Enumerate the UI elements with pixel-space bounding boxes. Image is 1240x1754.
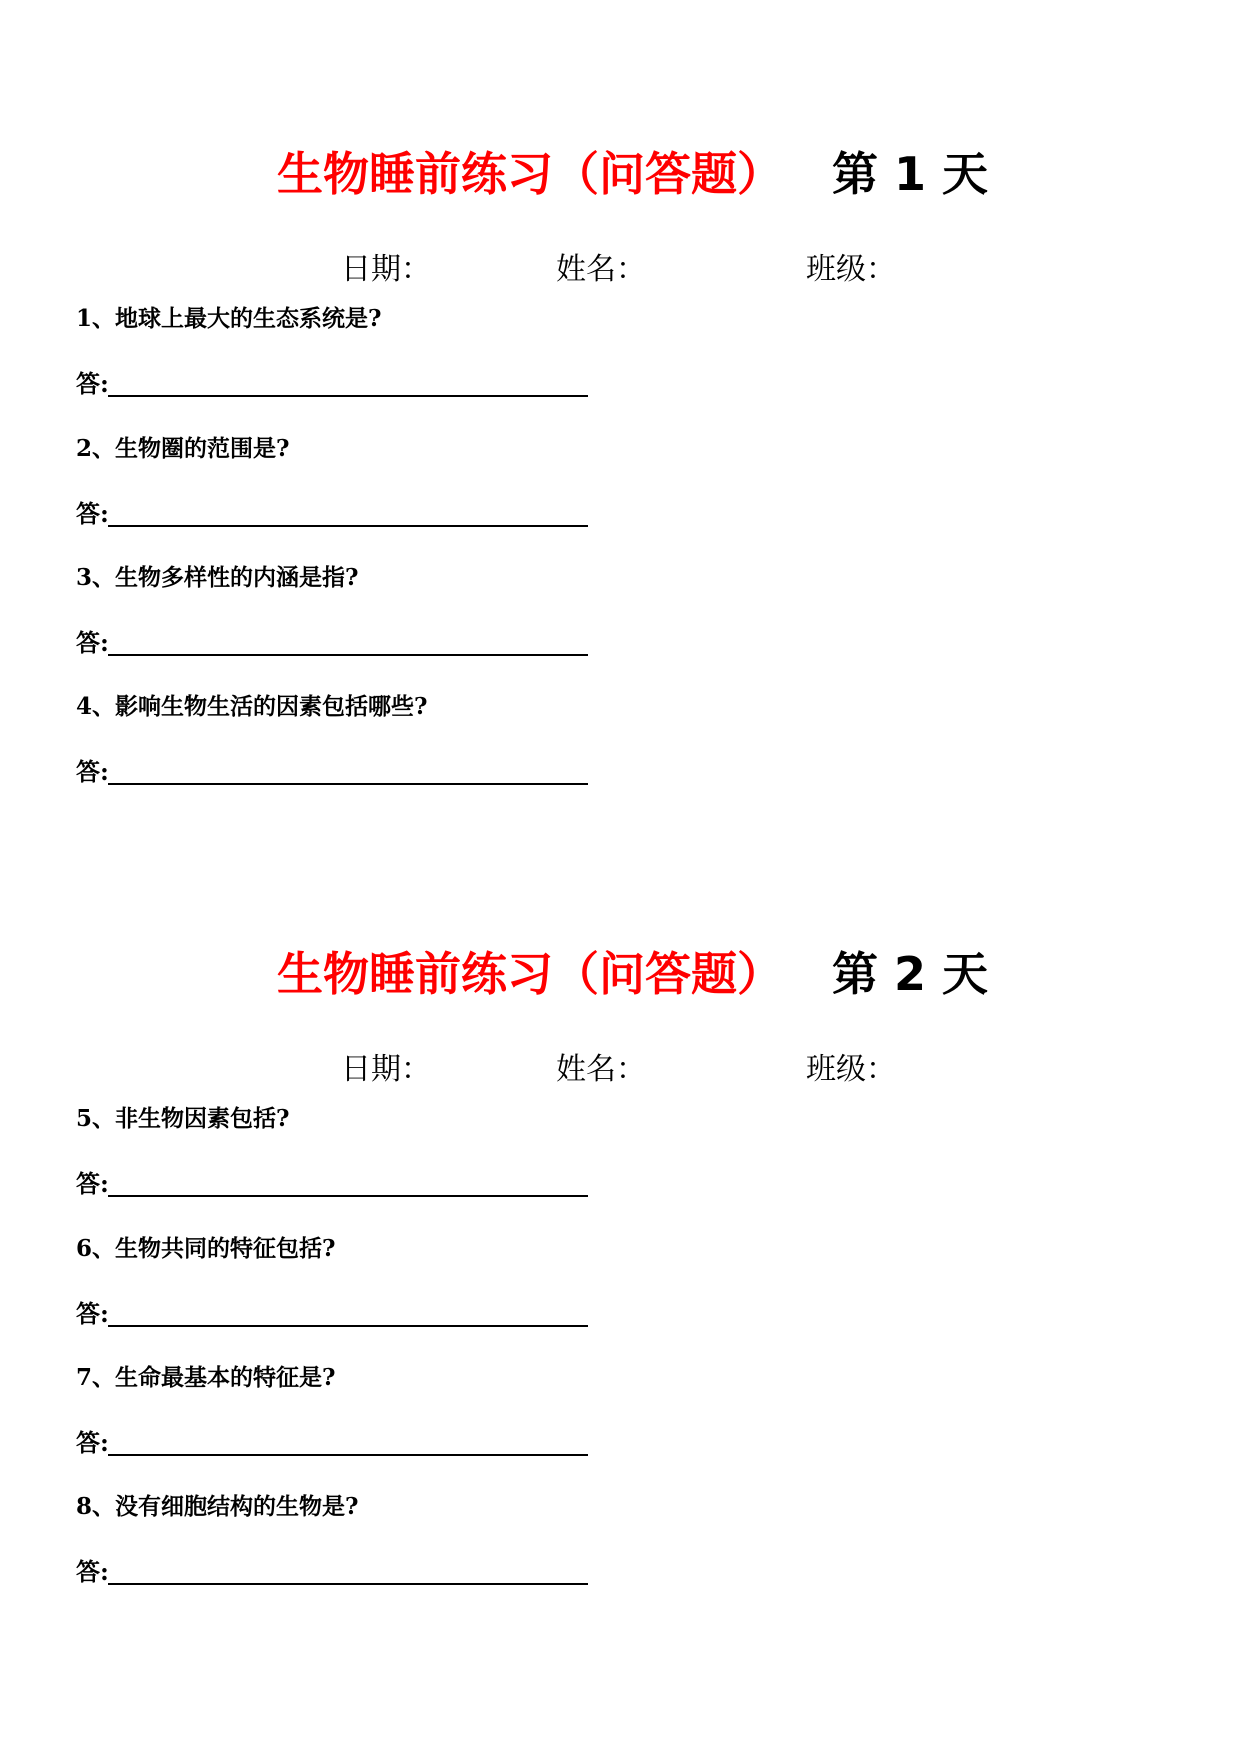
answer-line-2[interactable]: [108, 525, 588, 527]
answer-line-7[interactable]: [108, 1454, 588, 1456]
answer-line-8[interactable]: [108, 1583, 588, 1585]
answer-label-7: 答:: [76, 1428, 109, 1457]
question-6: 6、生物共同的特征包括?: [76, 1235, 336, 1262]
question-7: 7、生命最基本的特征是?: [76, 1364, 336, 1391]
name-label: 姓名：: [556, 252, 646, 287]
worksheet-title: [277, 944, 989, 1004]
answer-label-3: 答:: [76, 628, 109, 657]
date-label: 日期：: [341, 252, 431, 287]
title-text: 生物睡前练习（问答题）: [277, 147, 783, 201]
question-8: 8、没有细胞结构的生物是?: [76, 1493, 359, 1520]
name-label: 姓名：: [556, 1052, 646, 1087]
day-label: 第 1 天: [832, 147, 989, 201]
answer-line-6[interactable]: [108, 1325, 588, 1327]
question-1: 1、地球上最大的生态系统是?: [76, 305, 382, 332]
question-4: 4、影响生物生活的因素包括哪些?: [76, 693, 428, 720]
answer-label-2: 答:: [76, 499, 109, 528]
date-label: 日期：: [341, 1052, 431, 1087]
answer-label-8: 答:: [76, 1557, 109, 1586]
answer-label-6: 答:: [76, 1299, 109, 1328]
answer-line-5[interactable]: [108, 1195, 588, 1197]
answer-label-4: 答:: [76, 757, 109, 786]
answer-line-4[interactable]: [108, 783, 588, 785]
title-text: 生物睡前练习（问答题）: [277, 947, 783, 1001]
answer-label-5: 答:: [76, 1169, 109, 1198]
class-label: 班级：: [806, 252, 896, 287]
question-3: 3、生物多样性的内涵是指?: [76, 564, 359, 591]
question-2: 2、生物圈的范围是?: [76, 435, 290, 462]
answer-label-1: 答:: [76, 369, 109, 398]
worksheet-title: [277, 144, 989, 204]
answer-line-1[interactable]: [108, 395, 588, 397]
question-5: 5、非生物因素包括?: [76, 1105, 290, 1132]
answer-line-3[interactable]: [108, 654, 588, 656]
day-label: 第 2 天: [832, 947, 989, 1001]
class-label: 班级：: [806, 1052, 896, 1087]
